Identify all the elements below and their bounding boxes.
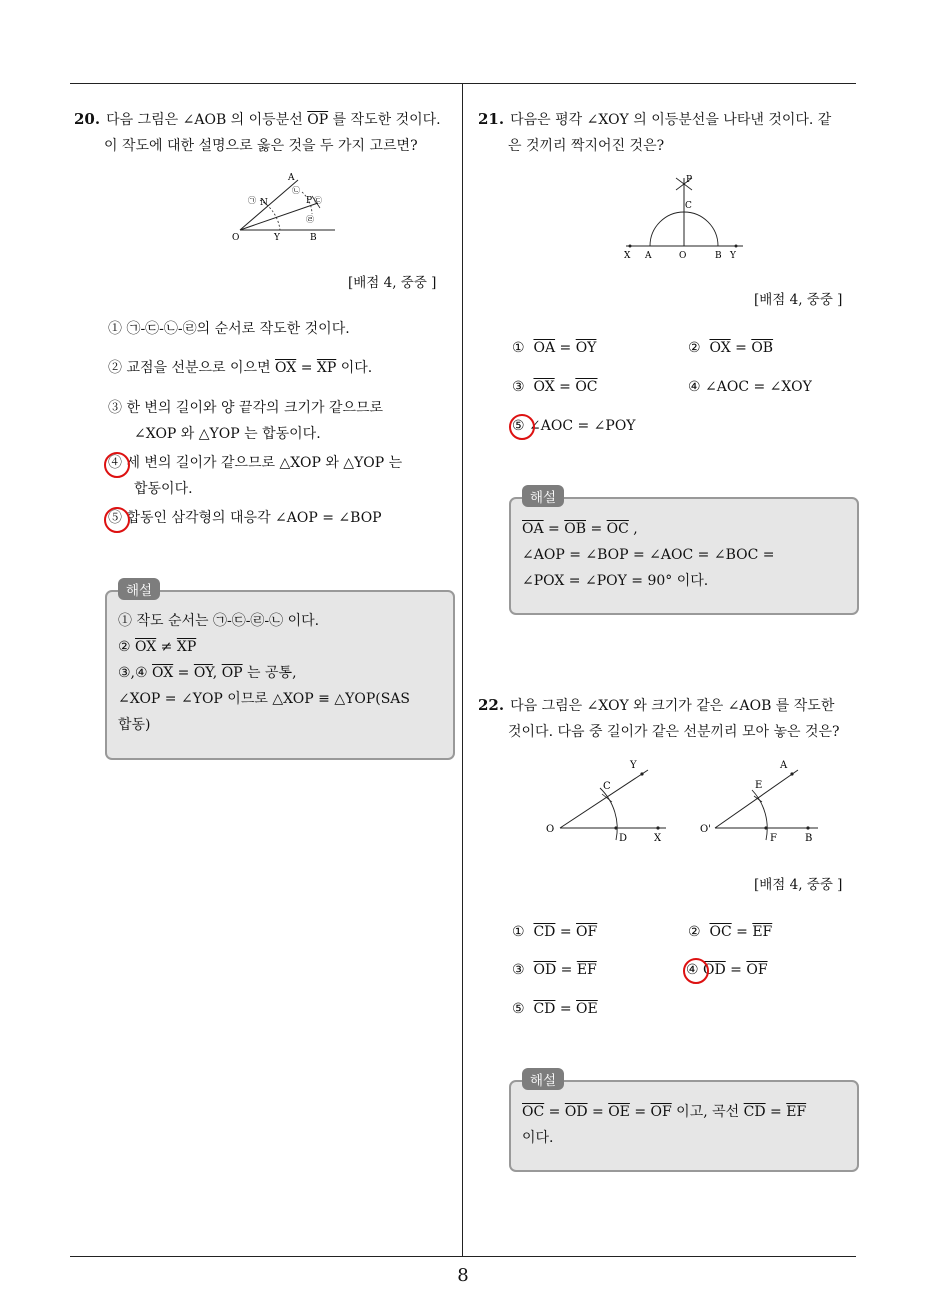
label-o-prime: O'	[700, 824, 711, 835]
q20-option-3[interactable]: ③ 한 변의 길이와 양 끝각의 크기가 같으므로 ∠XOP 와 △YOP 는 합동이다.	[108, 400, 384, 442]
label-o: O	[232, 233, 240, 243]
question-number: 21.	[478, 110, 505, 128]
label-a: A	[288, 173, 295, 183]
q21-option-2[interactable]: ② $\overline{OX} = \overline{OB}$	[688, 340, 774, 356]
label-b: B	[310, 233, 317, 243]
question-number: 22.	[478, 696, 505, 714]
q20-option-1[interactable]: ① ㉠-㉢-㉡-㉣의 순서로 작도한 것이다.	[108, 321, 350, 337]
q22-option-3[interactable]: ③ $\overline{OD} = \overline{EF}$	[512, 962, 597, 978]
explanation-text: $\overline{OA} = \overline{OB} = \overline{OC}$ , ∠AOP = ∠BOP = ∠AOC = ∠BOC = ∠POX = ∠POY = 90° 이다.	[522, 521, 775, 589]
bottom-rule	[70, 1256, 856, 1257]
q21-option-4[interactable]: ④ ∠AOC = ∠XOY	[688, 379, 812, 395]
question-21: 21. 다음은 평각 ∠XOY 의 이등분선을 나타낸 것이다. 같 은 것끼리 짝지어진 것은?	[478, 106, 863, 159]
score-label: [배점 4, 중중 ]	[348, 275, 437, 291]
explanation-tag: 해설	[118, 578, 160, 600]
q20-option-4[interactable]: ④ 세 변의 길이가 같으므로 △XOP 와 △YOP 는 합동이다.	[108, 455, 403, 497]
q20-option-5[interactable]: ⑤ 합동인 삼각형의 대응각 ∠AOP = ∠BOP	[108, 510, 382, 526]
explanation-text: ① 작도 순서는 ㉠-㉢-㉣-㉡ 이다. ② $\overline{OX} \ne \overline{XP}$ ③,④ $\overline{OX} = \overline{OY}$, $\overline{OP}$ 는 공통, ∠XOP = ∠YOP 이므로 △XOP ≡ △YOP(SAS 합동)	[118, 613, 410, 733]
figure-angle-copy	[540, 752, 830, 847]
question-text: 것이다. 다음 중 길이가 같은 선분끼리 모아 놓은 것은?	[508, 724, 840, 740]
label-p: P	[306, 196, 313, 206]
question-20: 20. 다음 그림은 ∠AOB 의 이등분선 $\overline{OP}$ 를 작도한 것이다. 이 작도에 대한 설명으로 옳은 것을 두 가지 고르면?	[74, 106, 459, 159]
figure-angle-bisector	[230, 168, 340, 246]
label-o: O	[546, 824, 555, 835]
label-x: X	[654, 833, 662, 844]
answer-circle-mark	[104, 507, 130, 533]
label-y: Y	[730, 251, 736, 261]
svg-text:㉣: ㉣	[306, 215, 314, 224]
q22-option-4[interactable]: ④ $\overline{OD} = \overline{OF}$	[686, 962, 768, 978]
q22-option-5[interactable]: ⑤ $\overline{CD} = \overline{OE}$	[512, 1001, 598, 1017]
svg-text:㉢: ㉢	[314, 196, 322, 205]
explanation-text: $\overline{OC} = \overline{OD} = \overline{OE} = \overline{OF}$ 이고, 곡선 $\overline{CD} = \overline{EF}$ 이다.	[522, 1104, 807, 1146]
label-n: N	[260, 198, 268, 208]
label-a: A	[645, 251, 652, 261]
label-p: P	[686, 175, 693, 185]
q21-option-1[interactable]: ① $\overline{OA} = \overline{OY}$	[512, 340, 597, 356]
page-number: 8	[457, 1265, 469, 1286]
svg-text:㉡: ㉡	[292, 186, 300, 195]
answer-circle-mark	[104, 452, 130, 478]
label-f: F	[770, 833, 777, 844]
label-e: E	[755, 780, 763, 791]
score-label: [배점 4, 중중 ]	[754, 877, 843, 893]
explanation-tag: 해설	[522, 485, 564, 507]
question-number: 20.	[74, 110, 101, 128]
answer-circle-mark	[683, 958, 709, 984]
question-text: 은 것끼리 짝지어진 것은?	[508, 138, 665, 154]
label-o: O	[679, 251, 687, 261]
label-c: C	[685, 201, 692, 211]
q20-option-2[interactable]: ② 교점을 선분으로 이으면 $\overline{OX} = \overline{XP}$ 이다.	[108, 360, 373, 376]
q21-option-3[interactable]: ③ $\overline{OX} = \overline{OC}$	[512, 379, 598, 395]
q22-option-1[interactable]: ① $\overline{CD} = \overline{OF}$	[512, 924, 598, 940]
q22-option-2[interactable]: ② $\overline{OC} = \overline{EF}$	[688, 924, 773, 940]
question-text: 이 작도에 대한 설명으로 옳은 것을 두 가지 고르면?	[104, 138, 418, 154]
top-rule	[70, 83, 856, 84]
label-y: Y	[274, 233, 280, 243]
label-b: B	[715, 251, 722, 261]
figure-straight-angle-bisector	[618, 168, 748, 263]
label-d: D	[619, 833, 628, 844]
q21-option-5[interactable]: ⑤ ∠AOC = ∠POY	[512, 418, 636, 434]
explanation-tag: 해설	[522, 1068, 564, 1090]
column-divider	[462, 83, 463, 1257]
label-c: C	[603, 781, 611, 792]
score-label: [배점 4, 중중 ]	[754, 292, 843, 308]
label-y: Y	[630, 760, 637, 771]
label-x: X	[624, 251, 631, 261]
question-22: 22. 다음 그림은 ∠XOY 와 크기가 같은 ∠AOB 를 작도한 것이다. 다음 중 길이가 같은 선분끼리 모아 놓은 것은?	[478, 692, 863, 745]
answer-circle-mark	[509, 414, 535, 440]
svg-text:㉠: ㉠	[248, 196, 256, 205]
label-a: A	[780, 760, 788, 771]
label-b: B	[805, 833, 813, 844]
